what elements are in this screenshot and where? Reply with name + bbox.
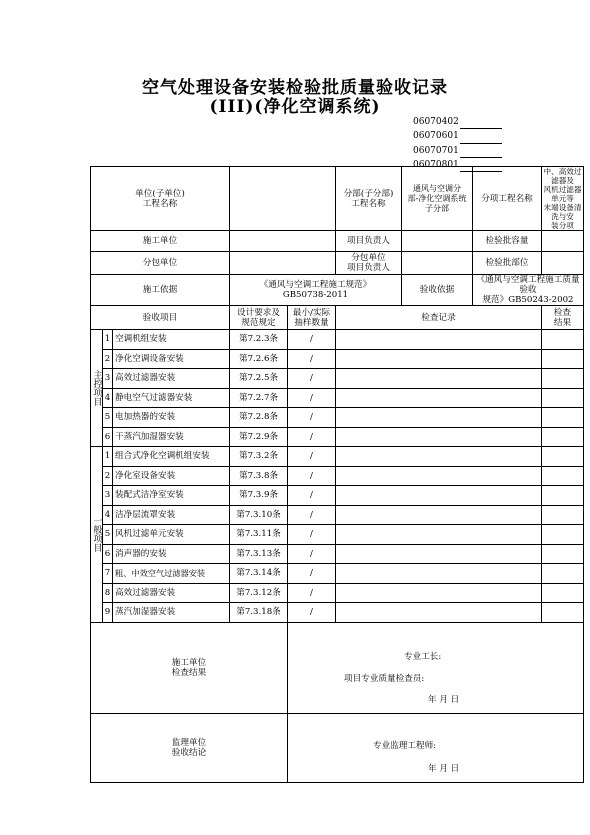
item-no: 8 [103,583,113,603]
batch-location-label: 检验批部位 [473,252,542,275]
construction-unit-label: 施工单位 [91,231,230,252]
item-result[interactable] [542,349,584,369]
item-clause: 第7.2.6条 [230,349,288,369]
division-label: 分部(子分部) 工程名称 [336,167,402,231]
acceptance-basis-label: 验收依据 [402,275,473,306]
code: 06070601 [413,131,459,142]
table-row [91,466,584,486]
subcontract-unit-label: 分包单位 [91,252,230,275]
project-manager-label: 项目负责人 [336,231,402,252]
item-name: 高效过滤器安装 [113,369,230,389]
code-list [413,115,502,172]
item-record[interactable] [336,525,542,545]
item-clause: 第7.3.10条 [230,505,288,525]
item-name: 装配式洁净室安装 [113,486,230,506]
item-name: 电加热器的安装 [113,408,230,428]
construction-unit-value[interactable] [230,231,336,252]
construction-result-label: 施工单位 检查结果 [91,622,288,713]
table-row [91,388,584,408]
item-record[interactable] [336,388,542,408]
batch-location-value[interactable] [542,252,584,275]
item-no: 2 [103,466,113,486]
item-no: 6 [103,544,113,564]
code-row [413,115,502,129]
item-record[interactable] [336,369,542,389]
item-sample: / [288,427,336,447]
item-sample: / [288,408,336,428]
item-record[interactable] [336,447,542,467]
supervision-conclusion-label: 监理单位 验收结论 [91,713,288,782]
item-clause: 第7.2.9条 [230,427,288,447]
construction-basis-label: 施工依据 [91,275,230,306]
table-row [91,486,584,506]
batch-capacity-value[interactable] [542,231,584,252]
item-sample: / [288,466,336,486]
supervision-conclusion-area[interactable] [288,713,584,782]
code: 06070701 [413,145,459,156]
item-record[interactable] [336,486,542,506]
subcontract-manager-value[interactable] [402,252,473,275]
item-clause: 第7.2.7条 [230,388,288,408]
table-row [91,408,584,428]
batch-capacity-label: 检验批容量 [473,231,542,252]
item-record[interactable] [336,330,542,350]
item-clause: 第7.2.3条 [230,330,288,350]
item-name: 洁净层流罩安装 [113,505,230,525]
col-result-header: 检查 结果 [542,306,584,330]
item-name: 净化空调设备安装 [113,349,230,369]
item-no: 1 [103,447,113,467]
item-record[interactable] [336,466,542,486]
item-clause: 第7.3.11条 [230,525,288,545]
item-sample: / [288,486,336,506]
item-result[interactable] [542,466,584,486]
item-record[interactable] [336,544,542,564]
table-row [91,427,584,447]
project-manager-value[interactable] [402,231,473,252]
unit-name-value[interactable] [230,167,336,231]
table-row [91,349,584,369]
page-subtitle: (III)(净化空调系统) [209,97,381,117]
item-name: 风机过滤单元安装 [113,525,230,545]
item-name: 粗、中效空气过滤器安装 [113,564,230,584]
item-result[interactable] [542,447,584,467]
col-design-header: 设计要求及 规范规定 [230,306,288,330]
item-name: 蒸汽加湿器安装 [113,603,230,623]
subcontract-unit-value[interactable] [230,252,336,275]
item-name: 消声器的安装 [113,544,230,564]
item-no: 4 [103,505,113,525]
item-name: 高效过滤器安装 [113,583,230,603]
table-row [91,603,584,623]
item-result[interactable] [542,369,584,389]
general-group-label: 一般项目 [91,447,103,623]
construction-basis-value: 《通风与空调工程施工规范》 GB50738-2011 [230,275,402,306]
item-result[interactable] [542,486,584,506]
item-clause: 第7.3.18条 [230,603,288,623]
item-sample: / [288,603,336,623]
item-clause: 第7.3.12条 [230,583,288,603]
item-record[interactable] [336,427,542,447]
item-no: 5 [103,408,113,428]
date-label: 年 月 日 [428,694,460,705]
item-sample: / [288,544,336,564]
item-no: 3 [103,369,113,389]
item-result[interactable] [542,408,584,428]
item-clause: 第7.3.14条 [230,564,288,584]
item-result[interactable] [542,388,584,408]
item-clause: 第7.2.8条 [230,408,288,428]
main-group-label: 主控项目 [91,330,103,447]
construction-result-area[interactable] [288,622,584,713]
code-blank[interactable] [460,132,502,144]
item-clause: 第7.3.13条 [230,544,288,564]
code-blank[interactable] [460,117,502,129]
code-row [413,144,502,158]
foreman-label: 专业工长: [404,651,442,662]
item-sample: / [288,388,336,408]
table-row [91,525,584,545]
item-record[interactable] [336,349,542,369]
code: 06070801 [413,159,459,170]
item-sample: / [288,349,336,369]
item-clause: 第7.3.2条 [230,447,288,467]
table-row [91,369,584,389]
item-sample: / [288,447,336,467]
item-name: 空调机组安装 [113,330,230,350]
code-blank[interactable] [460,146,502,158]
item-sample: / [288,564,336,584]
item-result[interactable] [542,525,584,545]
inspection-record-table [90,166,584,783]
item-result[interactable] [542,583,584,603]
item-no: 3 [103,486,113,506]
item-record[interactable] [336,408,542,428]
item-clause: 第7.3.9条 [230,486,288,506]
col-item-header: 验收项目 [91,306,230,330]
item-clause: 第7.3.8条 [230,466,288,486]
page-title: 空气处理设备安装检验批质量验收记录 [142,78,448,98]
table-row [91,447,584,467]
item-sample: / [288,330,336,350]
col-sample-header: 最小/实际 抽样数量 [288,306,336,330]
item-name: 组合式净化空调机组安装 [113,447,230,467]
item-record[interactable] [336,564,542,584]
item-result[interactable] [542,330,584,350]
code: 06070402 [413,117,459,127]
sub-item-value: 中、高效过滤器及 风机过滤器单元等 末端设备清洗与安 装分项 [542,167,584,231]
item-record[interactable] [336,505,542,525]
inspector-label: 项目专业质量检查员: [344,673,425,684]
item-sample: / [288,505,336,525]
item-result[interactable] [542,505,584,525]
table-row [91,544,584,564]
item-no: 6 [103,427,113,447]
item-clause: 第7.2.5条 [230,369,288,389]
division-value: 通风与空调分 部-净化空调系统 子分部 [402,167,473,231]
unit-name-label: 单位(子单位) 工程名称 [91,167,230,231]
item-result[interactable] [542,544,584,564]
date-label: 年 月 日 [428,763,460,774]
item-no: 4 [103,388,113,408]
code-row [413,129,502,143]
item-name: 净化室设备安装 [113,466,230,486]
sub-item-label: 分项工程名称 [473,167,542,231]
item-record[interactable] [336,583,542,603]
table-row [91,583,584,603]
item-result[interactable] [542,564,584,584]
item-no: 5 [103,525,113,545]
item-sample: / [288,583,336,603]
subcontract-manager-label: 分包单位 项目负责人 [336,252,402,275]
acceptance-basis-value: 《通风与空调工程施工质量验收 规范》GB50243-2002 [473,275,584,306]
engineer-label: 专业监理工程师: [373,740,437,751]
col-record-header: 检查记录 [336,306,542,330]
item-result[interactable] [542,603,584,623]
table-row [91,505,584,525]
item-no: 2 [103,349,113,369]
item-sample: / [288,525,336,545]
item-name: 干蒸汽加湿器安装 [113,427,230,447]
table-row [91,564,584,584]
table-row [91,330,584,350]
item-no: 7 [103,564,113,584]
item-result[interactable] [542,427,584,447]
item-no: 1 [103,330,113,350]
item-no: 9 [103,603,113,623]
item-sample: / [288,369,336,389]
item-name: 静电空气过滤器安装 [113,388,230,408]
item-record[interactable] [336,603,542,623]
